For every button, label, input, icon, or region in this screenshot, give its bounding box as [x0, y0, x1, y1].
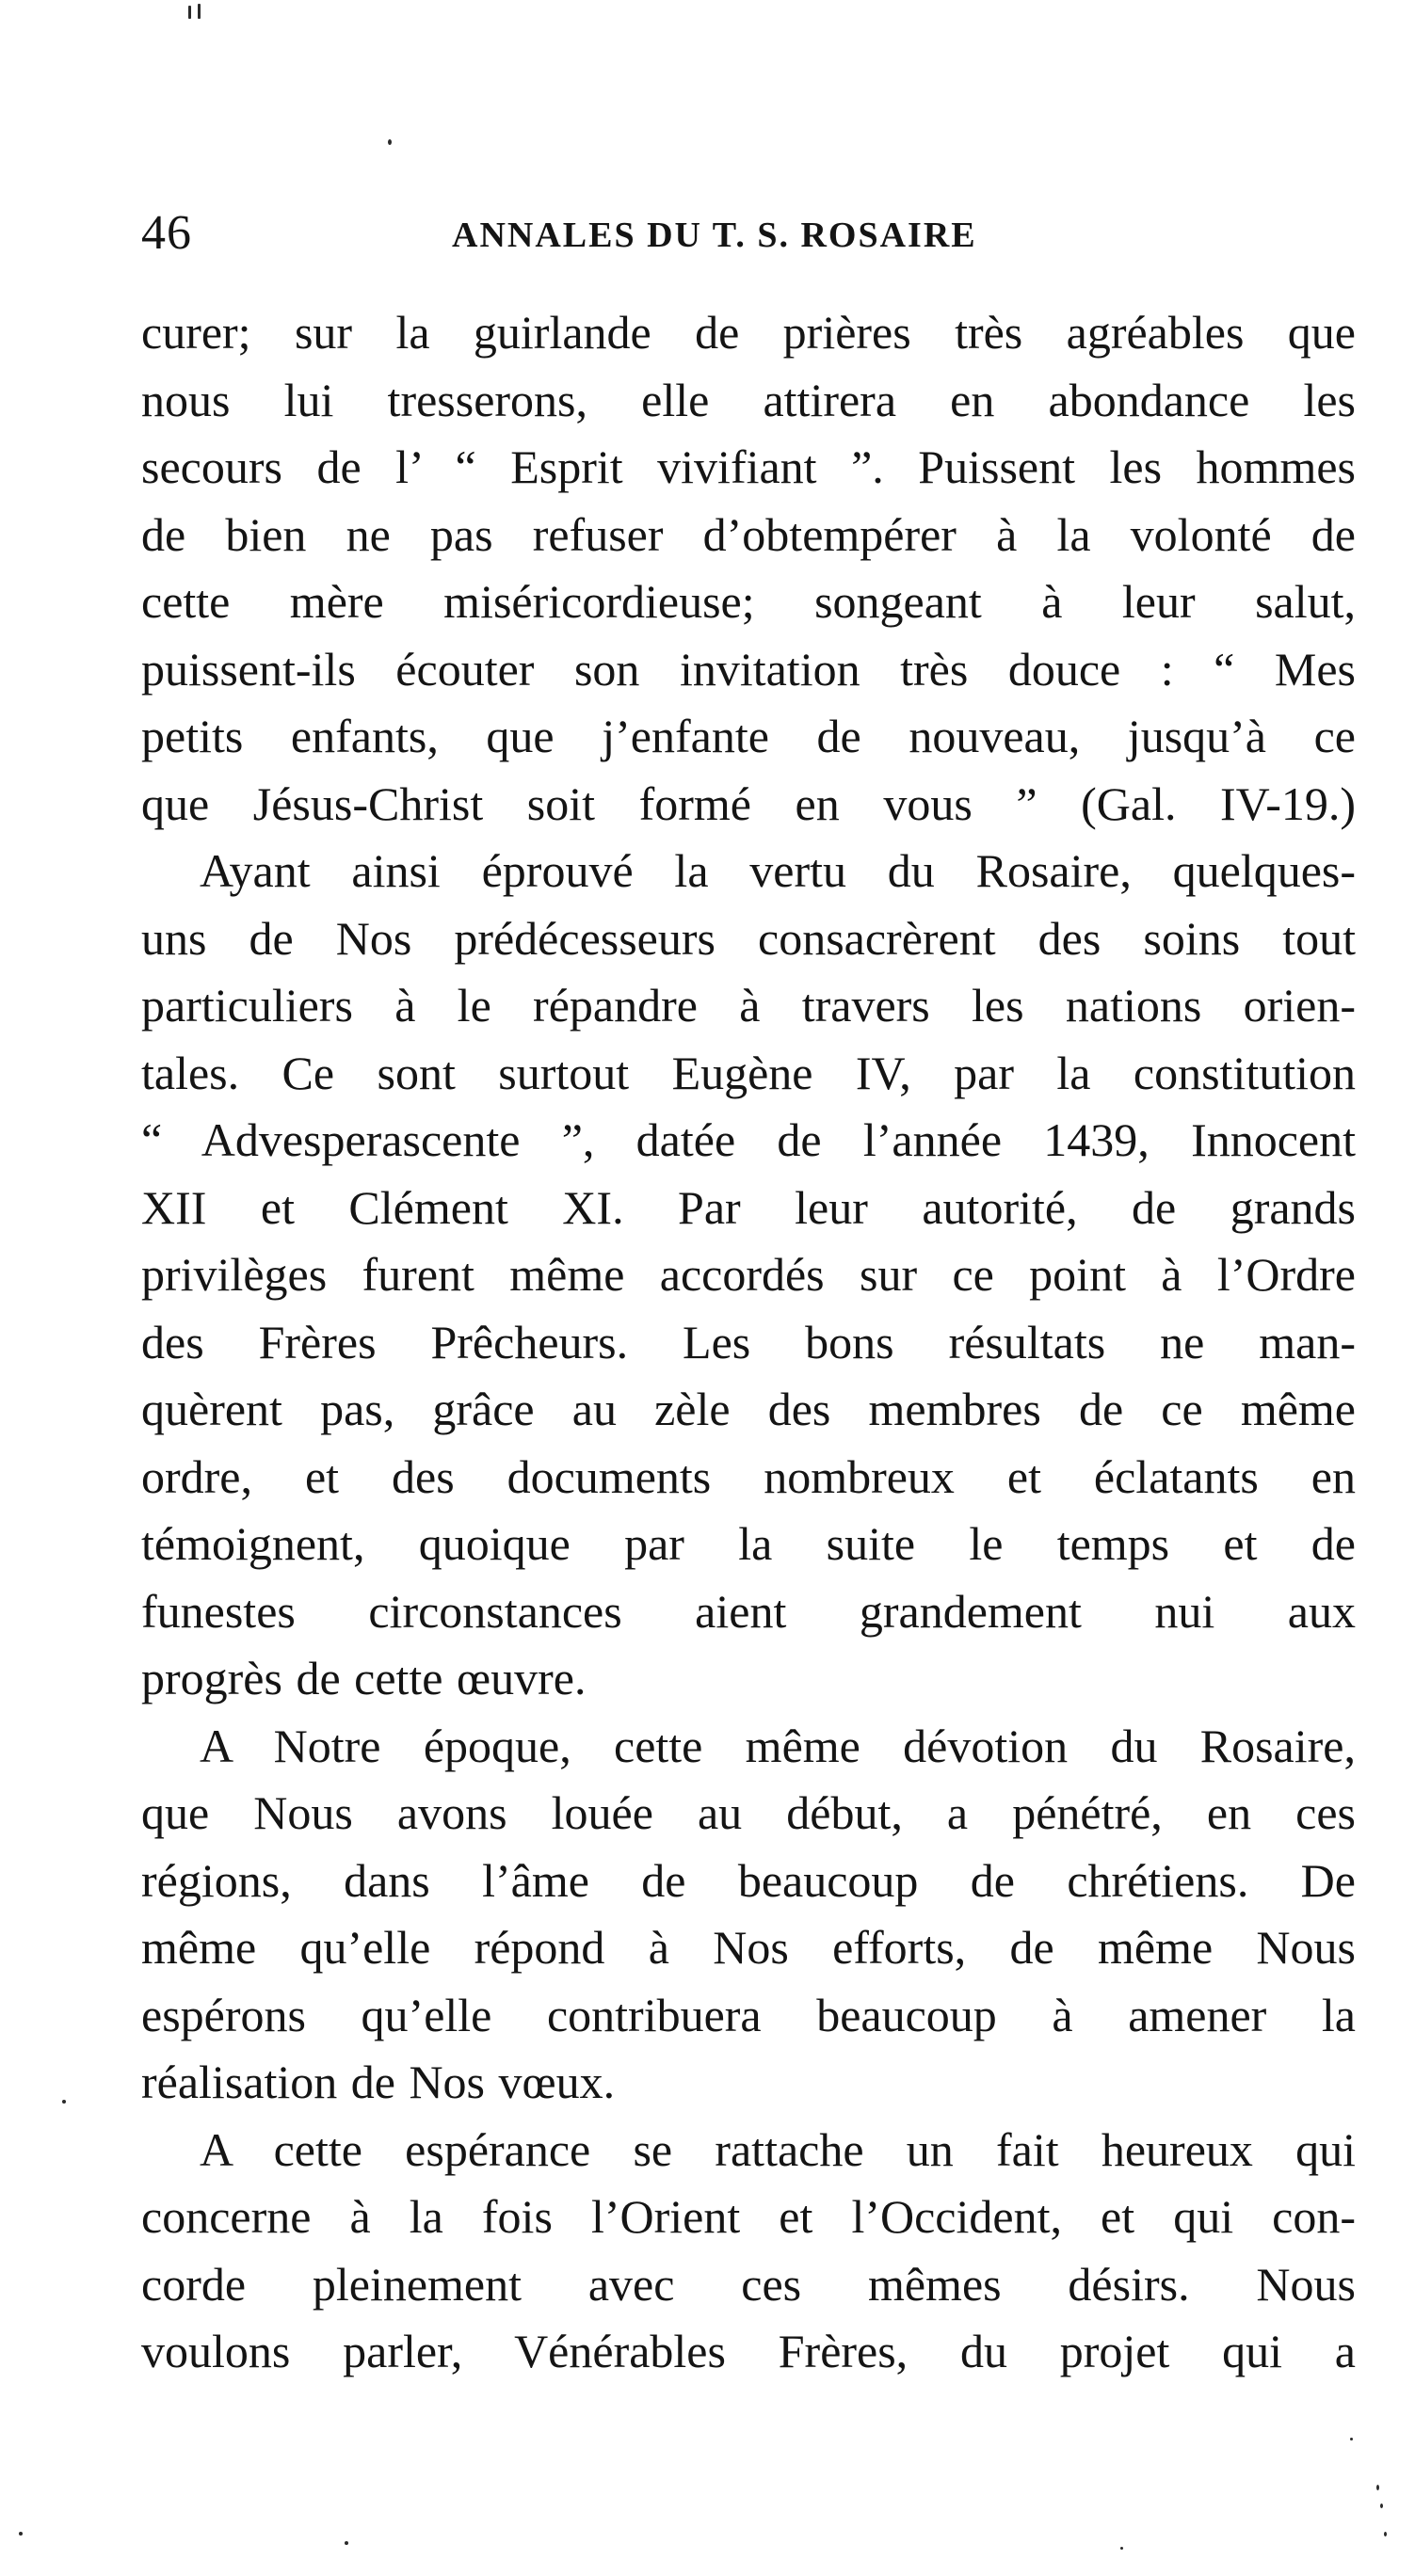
text-line: régions, dans l’âme de beaucoup de chrétiens. De: [141, 1853, 1356, 1907]
scan-speck: [388, 139, 392, 145]
text-line: quèrent pas, grâce au zèle des membres de ce même: [141, 1383, 1356, 1435]
text-line: puissent-ils écouter son invitation très douce : “ Mes: [141, 642, 1356, 696]
scan-speck: [62, 2100, 66, 2104]
text-line: ordre, et des documents nombreux et éclatants en: [141, 1449, 1356, 1503]
body-text: [141, 299, 1356, 2386]
scan-speck: [198, 4, 201, 19]
text-line: que Jésus-Christ soit formé en vous ” (Gal. IV-19.): [141, 776, 1356, 830]
text-line: voulons parler, Vénérables Frères, du projet qui a: [141, 2325, 1356, 2377]
text-line: uns de Nos prédécesseurs consacrèrent des soins tout: [141, 911, 1356, 965]
scan-speck: [1120, 2547, 1123, 2550]
text-line: nous lui tresserons, elle attirera en abondance les: [141, 373, 1356, 426]
paragraph-end-line: progrès de cette œuvre.: [141, 1652, 587, 1704]
text-line: concerne à la fois l’Orient et l’Occident, et qui con-: [141, 2190, 1356, 2243]
paragraph-end-line: réalisation de Nos vœux.: [141, 2056, 616, 2108]
scan-speck: [19, 2532, 23, 2536]
scan-speck: [1384, 2532, 1387, 2536]
paragraph-start-line: Ayant ainsi éprouvé la vertu du Rosaire, quelques-: [200, 844, 1356, 897]
text-line: témoignent, quoique par la suite le temps et de: [141, 1517, 1356, 1570]
scan-speck: [188, 6, 191, 19]
text-line: funestes circonstances aient grandement nui aux: [141, 1584, 1356, 1638]
paragraph-start-line: A Notre époque, cette même dévotion du Rosaire,: [200, 1719, 1356, 1772]
scan-speck: [1350, 2438, 1353, 2440]
scan-speck: [1380, 2504, 1383, 2508]
text-line: des Frères Prêcheurs. Les bons résultats ne man-: [141, 1315, 1356, 1368]
paragraph-start-line: A cette espérance se rattache un fait heureux qui: [200, 2122, 1356, 2176]
text-line: cette mère miséricordieuse; songeant à leur salut,: [141, 575, 1356, 628]
page-number: 46: [141, 206, 192, 260]
scan-speck: [345, 2541, 348, 2545]
text-line: tales. Ce sont surtout Eugène IV, par la constitution: [141, 1046, 1356, 1099]
text-line: même qu’elle répond à Nos efforts, de même Nous: [141, 1921, 1356, 1974]
text-line: espérons qu’elle contribuera beaucoup à amener la: [141, 1988, 1356, 2041]
text-line: curer; sur la guirlande de prières très agréables que: [141, 306, 1356, 359]
text-line: corde pleinement avec ces mêmes désirs. Nous: [141, 2257, 1356, 2311]
scan-speck: [1376, 2485, 1379, 2490]
text-line: XII et Clément XI. Par leur autorité, de grands: [141, 1180, 1356, 1234]
running-title: ANNALES DU T. S. ROSAIRE: [452, 216, 977, 255]
text-line: petits enfants, que j’enfante de nouveau, jusqu’à ce: [141, 710, 1356, 762]
text-line: particuliers à le répandre à travers les nations orien-: [141, 979, 1356, 1032]
text-line: privilèges furent même accordés sur ce point à l’Ordre: [141, 1248, 1356, 1301]
text-line: secours de l’ “ Esprit vivifiant ”. Puissent les hommes: [141, 440, 1356, 493]
running-head: [141, 205, 1365, 262]
text-line: “ Advesperascente ”, datée de l’année 1439, Innocent: [141, 1113, 1356, 1166]
text-line: de bien ne pas refuser d’obtempérer à la volonté de: [141, 507, 1356, 561]
text-line: que Nous avons louée au début, a pénétré, en ces: [141, 1786, 1356, 1839]
